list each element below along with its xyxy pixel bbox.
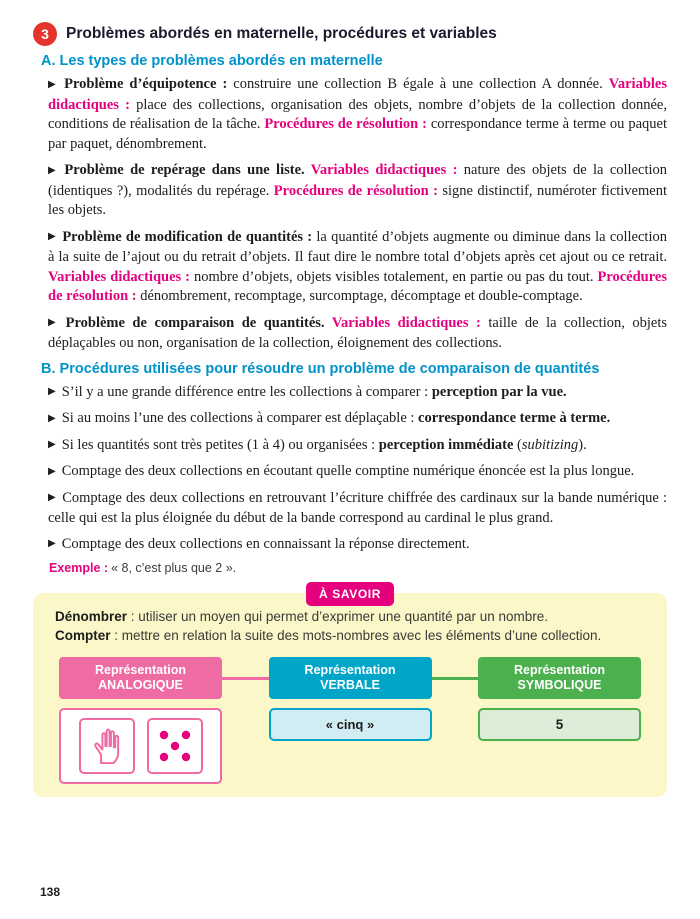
paragraph-reperage (48, 161, 667, 221)
example-note (49, 561, 667, 575)
bullet-comptine (48, 462, 667, 483)
bullet-text: Comptage des deux collections en connaissant la réponse directement. (61, 535, 470, 552)
page-title: Problèmes abordés en maternelle, procédures et variables (66, 25, 497, 42)
section-a-body (33, 75, 667, 354)
representation-verbale (269, 657, 432, 741)
hand-card (79, 718, 135, 774)
representation-analogique-content (59, 708, 222, 784)
bullet-arrow-icon: ▶ (48, 412, 56, 424)
section-b-body (33, 383, 667, 556)
bullet-text: S’il y a une grande différence entre les collections à comparer : perception par la vue. (61, 383, 567, 400)
section-a-heading: A. Les types de problèmes abordés en maternelle (41, 53, 383, 69)
bullet-subitizing (48, 436, 667, 457)
paragraph-equipotence (48, 75, 667, 154)
open-hand-icon (86, 725, 128, 767)
definition-compter: Compter : mettre en relation la suite des mots-nombres avec les éléments d’une collection. (55, 627, 602, 643)
paragraph-modification (48, 228, 667, 307)
bullet-arrow-icon: ▶ (48, 538, 56, 549)
example-text: « 8, c’est plus que 2 ». (111, 561, 237, 575)
bullet-arrow-icon: ▶ (48, 317, 60, 328)
repr-title-line1: Représentation (304, 663, 396, 677)
paragraph-text: Problème de modification de quantités : la quantité d’objets augmente ou diminue dans la collection à la suite de l’ajout ou du retrait d’objets. Il faut dire le nombre total d’objets après cet ajout ou ce retrait. Variables didactiques : nombre d’objets, objets visibles totalement, en partie ou pas du tout. Procédures de résolution : dénombrement, recomptage, surcomptage, décomptage et double-comptage. (48, 228, 668, 304)
paragraph-comparaison (48, 314, 667, 354)
bullet-deplacable (48, 409, 667, 430)
paragraph-text: Problème de repérage dans une liste. Variables didactiques : nature des objets de la collection (identiques ?), modalités du repérage. Procédures de résolution : signe distinctif, numéroter fictivement les objets. (48, 162, 668, 218)
bullet-reponse-directe (48, 535, 667, 556)
dice-card (147, 718, 203, 774)
representation-verbale-content: « cinq » (269, 708, 432, 741)
bullet-text: Comptage des deux collections en retrouvant l’écriture chiffrée des cardinaux sur la bande numérique : celle qui est la plus éloignée du début de la bande correspond au cardinal le plus grand. (48, 489, 667, 526)
paragraph-text: Problème de comparaison de quantités. Variables didactiques : taille de la collection, objets déplaçables ou non, organisation de la collection, éloignement des collections. (48, 314, 667, 351)
section-number-badge: 3 (33, 22, 57, 46)
definition-denombrer: Dénombrer : utiliser un moyen qui permet d’exprimer une quantité par un nombre. (55, 609, 548, 624)
bullet-arrow-icon: ▶ (48, 78, 59, 90)
bullet-text: Comptage des deux collections en écoutant quelle comptine numérique énoncée est la plus longue. (61, 463, 635, 479)
bullet-grande-difference (48, 383, 667, 404)
representation-symbolique-header (478, 657, 641, 699)
bullet-arrow-icon: ▶ (48, 386, 56, 397)
repr-title-line2: VERBALE (320, 678, 380, 692)
representation-analogique (59, 657, 222, 784)
bullet-arrow-icon: ▶ (48, 439, 56, 450)
representation-diagram (55, 657, 645, 784)
bullet-arrow-icon: ▶ (48, 164, 59, 176)
repr-title-line2: ANALOGIQUE (98, 678, 183, 692)
section-b-heading: B. Procédures utilisées pour résoudre un problème de comparaison de quantités (41, 360, 600, 377)
representation-symbolique (478, 657, 641, 741)
example-label: Exemple : (49, 561, 109, 575)
connector-line-right (432, 677, 479, 680)
bullet-text: Si au moins l’une des collections à comparer est déplaçable : correspondance terme à terme. (61, 410, 611, 426)
repr-title-line2: SYMBOLIQUE (517, 678, 602, 692)
section-header (33, 22, 667, 46)
bullet-arrow-icon: ▶ (48, 465, 56, 477)
representation-analogique-header (59, 657, 222, 699)
representation-verbale-header (269, 657, 432, 699)
page-number: 138 (40, 885, 61, 899)
a-savoir-badge: À SAVOIR (306, 582, 394, 606)
representation-symbolique-content: 5 (478, 708, 641, 741)
bullet-bande-numerique (48, 489, 667, 529)
connector-line-left (222, 677, 269, 680)
bullet-arrow-icon: ▶ (48, 231, 57, 242)
bullet-arrow-icon: ▶ (48, 492, 57, 503)
repr-title-line1: Représentation (514, 663, 605, 677)
repr-title-line1: Représentation (95, 663, 186, 677)
a-savoir-box (33, 587, 667, 797)
paragraph-text: Problème d’équipotence : construire une collection B égale à une collection A donnée. Variables didactiques : place des collections, organisation des objets, nombre d’objets de la collection donnée, conditions de réalisation de la tâche. Procédures de résolution : correspondance terme à terme ou paquet par paquet, dénombrement. (48, 76, 667, 152)
bullet-text: Si les quantités sont très petites (1 à 4) ou organisées : perception immédiate (subitizing). (61, 436, 587, 453)
dice-five-icon (156, 727, 194, 765)
